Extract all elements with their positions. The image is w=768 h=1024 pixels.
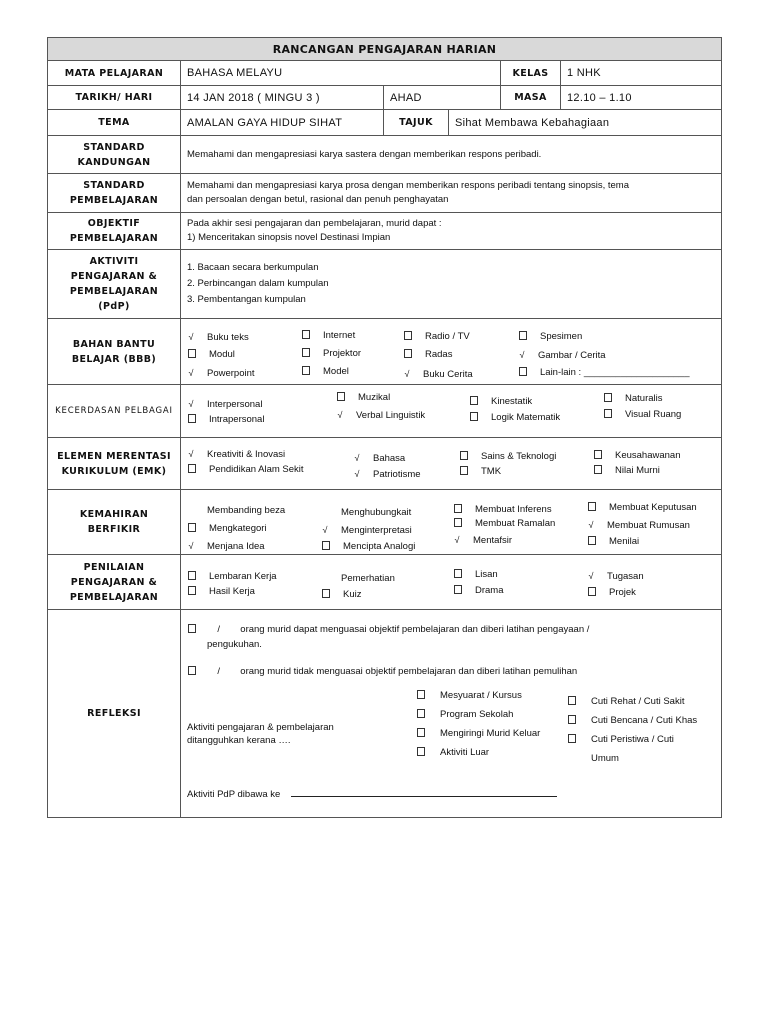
emk-label-1: ELEMEN MERENTASI — [57, 450, 171, 462]
option-label: Kuiz — [343, 589, 362, 600]
emk-option[interactable] — [353, 452, 405, 465]
berfikir-option[interactable] — [453, 504, 552, 516]
option-label: Tugasan — [607, 571, 644, 582]
checkbox-icon — [460, 451, 468, 460]
objektif-label-1: OBJEKTIF — [87, 218, 141, 229]
checkbox-icon — [460, 466, 468, 475]
checkbox-icon — [454, 585, 462, 594]
option-label: Muzikal — [358, 392, 391, 403]
reason-label: Program Sekolah — [440, 709, 514, 720]
option-label: Naturalis — [625, 393, 663, 404]
aktiviti-label-1: AKTIVITI — [89, 256, 139, 267]
berfikir-option[interactable] — [321, 524, 412, 537]
aktiviti-item: 2. Perbincangan dalam kumpulan — [187, 278, 329, 289]
standard-pembelajaran-label-1: STANDARD — [83, 180, 145, 191]
aktiviti-item: 1. Bacaan secara berkumpulan — [187, 262, 319, 273]
option-label: Internet — [323, 330, 356, 341]
option-label: Lembaran Kerja — [209, 571, 277, 582]
check-mark-icon: √ — [404, 369, 410, 379]
refleksi-label: REFLEKSI — [48, 610, 181, 818]
option-label: TMK — [481, 466, 502, 477]
check-mark-icon: √ — [588, 571, 594, 581]
reason-option[interactable] — [567, 696, 684, 708]
option-label: Kreativiti & Inovasi — [207, 449, 286, 460]
checkbox-icon — [594, 465, 602, 474]
checkbox-icon — [519, 331, 527, 340]
tarikh-value[interactable]: 14 JAN 2018 ( MINGU 3 ) — [181, 86, 384, 110]
check-mark-icon: √ — [188, 541, 194, 551]
objektif-line-2: 1) Menceritakan sinopsis novel Destinasi Impian — [187, 232, 391, 243]
emk-option[interactable] — [593, 465, 660, 477]
dibawa-line[interactable] — [187, 789, 557, 801]
penilaian-label — [48, 555, 181, 610]
refleksi-dapat-text: orang murid dapat menguasai objektif pembelajaran dan diberi latihan pengayaan / — [240, 624, 590, 635]
checkbox-icon — [588, 587, 596, 596]
kecerdasan-label: KECERDASAN PELBAGAI — [48, 385, 181, 438]
check-mark-icon: √ — [519, 350, 525, 360]
refleksi-tidak-text: orang murid tidak menguasai objektif pembelajaran dan diberi latihan pemulihan — [240, 666, 578, 677]
option-label: Projektor — [323, 348, 362, 359]
penilaian-option[interactable] — [321, 573, 395, 585]
check-mark-icon: √ — [188, 368, 194, 378]
kecerdasan-option[interactable] — [336, 409, 425, 422]
check-mark-icon: √ — [188, 449, 194, 459]
penilaian-option[interactable] — [453, 585, 504, 597]
bbb-option[interactable] — [301, 330, 355, 342]
tangguh-line-2: ditangguhkan kerana …. — [187, 735, 291, 746]
option-label: Menilai — [609, 536, 640, 547]
aktiviti-label-3: PEMBELAJARAN — [69, 286, 159, 297]
objektif-label — [48, 213, 181, 250]
option-label: Mencipta Analogi — [343, 541, 416, 552]
rph-table — [47, 37, 722, 818]
option-label: Membuat Keputusan — [609, 502, 697, 513]
standard-kandungan-text[interactable]: Memahami dan mengapresiasi karya sastera dengan memberikan respons peribadi. — [181, 136, 722, 174]
objektif-line-1: Pada akhir sesi pengajaran dan pembelajaran, murid dapat : — [187, 218, 442, 229]
option-label: Radas — [425, 349, 453, 360]
berfikir-option[interactable] — [321, 507, 411, 519]
bbb-option[interactable] — [301, 366, 349, 378]
option-label: Menghubungkait — [341, 507, 412, 518]
check-mark-icon: √ — [354, 469, 360, 479]
bbb-option[interactable] — [403, 331, 470, 343]
bbb-option[interactable] — [187, 331, 249, 344]
reason-label: Cuti Rehat / Cuti Sakit — [591, 696, 685, 707]
emk-label-2: KURIKULUM (EMK) — [61, 465, 167, 477]
reason-label: Mesyuarat / Kursus — [440, 690, 522, 701]
checkbox-icon — [188, 349, 196, 358]
checkbox-icon — [470, 396, 478, 405]
checkbox-icon — [188, 624, 196, 633]
reason-option[interactable] — [567, 715, 697, 727]
standard-kandungan-label-2: KANDUNGAN — [77, 156, 151, 168]
check-mark-icon: √ — [188, 399, 194, 409]
option-label: Membuat Inferens — [475, 504, 552, 515]
checkbox-icon — [322, 541, 330, 550]
berfikir-option[interactable] — [321, 541, 415, 553]
berfikir-options — [181, 490, 722, 555]
option-label: Spesimen — [540, 331, 583, 342]
option-label: Keusahawanan — [615, 450, 681, 461]
bbb-option[interactable] — [403, 349, 452, 361]
reason-label: Cuti Bencana / Cuti Khas — [591, 715, 698, 726]
reason-option[interactable] — [416, 728, 540, 740]
checkbox-icon — [188, 523, 196, 532]
standard-pembelajaran-line-2: dan persoalan dengan betul, rasional dan penuh penghayatan — [187, 194, 449, 205]
standard-kandungan-label — [48, 136, 181, 174]
option-label: Lain-lain : ____________________ — [540, 367, 690, 378]
option-label: Projek — [609, 587, 636, 598]
penilaian-option[interactable] — [187, 571, 277, 583]
checkbox-icon — [594, 450, 602, 459]
checkbox-icon — [337, 392, 345, 401]
berfikir-option[interactable] — [187, 505, 285, 517]
penilaian-option[interactable] — [321, 589, 361, 601]
emk-option[interactable] — [459, 451, 556, 463]
checkbox-icon — [188, 571, 196, 580]
aktiviti-label-4: (PdP) — [98, 301, 130, 312]
option-label: Model — [323, 366, 349, 377]
emk-option[interactable] — [459, 466, 501, 478]
refleksi-dapat-line[interactable] — [187, 624, 589, 636]
emk-option[interactable] — [353, 468, 421, 481]
checkbox-icon — [568, 715, 576, 724]
check-mark-icon: √ — [454, 535, 460, 545]
penilaian-options — [181, 555, 722, 610]
checkbox-icon — [404, 331, 412, 340]
check-mark-icon: √ — [337, 410, 343, 420]
emk-option[interactable] — [593, 450, 681, 462]
aktiviti-label-2: PENGAJARAN & — [70, 271, 158, 282]
emk-options — [181, 438, 722, 490]
checkbox-icon — [322, 589, 330, 598]
kecerdasan-option[interactable] — [187, 398, 262, 411]
option-label: Logik Matematik — [491, 412, 561, 423]
bbb-option[interactable] — [518, 367, 690, 379]
penilaian-option[interactable] — [187, 586, 255, 598]
checkbox-icon — [588, 502, 596, 511]
checkbox-icon — [417, 690, 425, 699]
bbb-options — [181, 319, 722, 385]
option-label: Buku Cerita — [423, 369, 473, 380]
checkbox-icon — [454, 504, 462, 513]
checkbox-icon — [188, 586, 196, 595]
checkbox-icon — [188, 666, 196, 675]
berfikir-option[interactable] — [587, 502, 697, 514]
berfikir-option[interactable] — [587, 536, 639, 548]
berfikir-option[interactable] — [187, 540, 265, 553]
kecerdasan-options — [181, 385, 722, 438]
option-label: Mentafsir — [473, 535, 513, 546]
option-label: Drama — [475, 585, 504, 596]
checkbox-icon — [417, 747, 425, 756]
bbb-option[interactable] — [301, 348, 361, 360]
berfikir-option[interactable] — [187, 523, 267, 535]
aktiviti-label — [48, 250, 181, 319]
checkbox-icon — [302, 348, 310, 357]
mata-pelajaran-label: MATA PELAJARAN — [48, 61, 181, 86]
berfikir-option[interactable] — [453, 534, 512, 547]
checkbox-icon — [302, 366, 310, 375]
check-mark-icon: √ — [322, 525, 328, 535]
standard-kandungan-label-1: STANDARD — [83, 141, 145, 153]
berfikir-option[interactable] — [453, 518, 555, 530]
standard-pembelajaran-label-2: PEMBELAJARAN — [69, 195, 159, 206]
emk-label — [48, 438, 181, 490]
bbb-label — [48, 319, 181, 385]
standard-pembelajaran-text[interactable] — [181, 174, 722, 213]
dibawa-blank[interactable] — [291, 796, 557, 797]
dibawa-text: Aktiviti PdP dibawa ke — [187, 789, 281, 800]
checkbox-icon — [568, 696, 576, 705]
option-label: Gambar / Cerita — [538, 350, 606, 361]
check-mark-icon: √ — [588, 520, 594, 530]
aktiviti-item: 3. Pembentangan kumpulan — [187, 294, 306, 305]
kecerdasan-option[interactable] — [603, 409, 681, 421]
objektif-text[interactable] — [181, 213, 722, 250]
penilaian-label-3: PEMBELAJARAN — [69, 591, 159, 603]
aktiviti-list[interactable] — [181, 250, 722, 319]
option-label: Buku teks — [207, 332, 249, 343]
berfikir-option[interactable] — [587, 519, 690, 532]
option-label: Visual Ruang — [625, 409, 682, 420]
rph-form — [47, 37, 721, 818]
mata-pelajaran-value[interactable]: BAHASA MELAYU — [181, 61, 501, 86]
reason-label: Aktiviti Luar — [440, 747, 490, 758]
check-mark-icon: √ — [188, 332, 194, 342]
penilaian-option[interactable] — [587, 587, 636, 599]
checkbox-icon — [302, 330, 310, 339]
refleksi-tidak-line[interactable] — [187, 666, 577, 678]
penilaian-option[interactable] — [453, 569, 498, 581]
masa-label: MASA — [501, 86, 561, 110]
reason-continuation: Umum — [591, 753, 619, 764]
emk-option[interactable] — [187, 464, 304, 476]
option-label: Nilai Murni — [615, 465, 660, 476]
option-label: Pemerhatian — [341, 573, 395, 584]
kelas-value[interactable]: 1 NHK — [561, 61, 722, 86]
kecerdasan-option[interactable] — [469, 396, 532, 408]
penilaian-label-1: PENILAIAN — [83, 561, 145, 573]
checkbox-icon — [417, 728, 425, 737]
tema-label: TEMA — [48, 110, 181, 136]
option-label: Menginterpretasi — [341, 525, 412, 536]
reason-label: Cuti Peristiwa / Cuti — [591, 734, 674, 745]
bbb-option[interactable] — [403, 368, 473, 381]
tema-value[interactable]: AMALAN GAYA HIDUP SIHAT — [181, 110, 384, 136]
option-label: Modul — [209, 349, 235, 360]
form-title: RANCANGAN PENGAJARAN HARIAN — [48, 38, 722, 61]
reason-option[interactable] — [416, 690, 522, 702]
checkbox-icon — [588, 536, 596, 545]
option-label: Mengkategori — [209, 523, 267, 534]
checkbox-icon — [519, 367, 527, 376]
tangguh-line-1: Aktiviti pengajaran & pembelajaran — [187, 722, 334, 733]
option-label: Membuat Ramalan — [475, 518, 556, 529]
reason-option[interactable] — [416, 709, 513, 721]
checkbox-icon — [604, 409, 612, 418]
option-label: Kinestatik — [491, 396, 533, 407]
standard-pembelajaran-line-1: Memahami dan mengapresiasi karya prosa dengan memberikan respons peribadi tentang sinopsis, tema — [187, 180, 629, 191]
option-label: Powerpoint — [207, 368, 255, 379]
kecerdasan-option[interactable] — [603, 393, 663, 405]
penilaian-option[interactable] — [587, 570, 644, 583]
reason-option[interactable] — [567, 734, 674, 746]
refleksi-slash: / — [217, 624, 220, 635]
option-label: Membuat Rumusan — [607, 520, 690, 531]
checkbox-icon — [454, 569, 462, 578]
kecerdasan-option[interactable] — [469, 412, 560, 424]
option-label: Radio / TV — [425, 331, 470, 342]
refleksi-slash: / — [217, 666, 220, 677]
checkbox-icon — [568, 734, 576, 743]
reason-label: Mengiringi Murid Keluar — [440, 728, 541, 739]
option-label: Hasil Kerja — [209, 586, 255, 597]
bbb-option[interactable] — [518, 349, 606, 362]
kecerdasan-option[interactable] — [336, 392, 390, 404]
check-mark-icon: √ — [354, 453, 360, 463]
reason-option[interactable] — [416, 747, 489, 759]
berfikir-label: KEMAHIRAN BERFIKIR — [48, 490, 181, 555]
option-label: Menjana Idea — [207, 541, 265, 552]
masa-value[interactable]: 12.10 – 1.10 — [561, 86, 722, 110]
standard-pembelajaran-label — [48, 174, 181, 213]
tajuk-label: TAJUK — [384, 110, 449, 136]
option-label: Pendidikan Alam Sekit — [209, 464, 304, 475]
bbb-option[interactable] — [187, 349, 235, 361]
objektif-label-2: PEMBELAJARAN — [69, 233, 159, 244]
option-label: Verbal Linguistik — [356, 410, 426, 421]
checkbox-icon — [604, 393, 612, 402]
kelas-label: KELAS — [501, 61, 561, 86]
option-label: Lisan — [475, 569, 498, 580]
tajuk-value[interactable]: Sihat Membawa Kebahagiaan — [449, 110, 722, 136]
bbb-option[interactable] — [518, 331, 582, 343]
checkbox-icon — [404, 349, 412, 358]
option-label: Interpersonal — [207, 399, 263, 410]
option-label: Patriotisme — [373, 469, 421, 480]
penilaian-label-2: PENGAJARAN & — [70, 576, 158, 588]
option-label: Intrapersonal — [209, 414, 265, 425]
checkbox-icon — [188, 414, 196, 423]
bbb-label-1: BAHAN BANTU — [72, 338, 156, 350]
tarikh-label: TARIKH/ HARI — [48, 86, 181, 110]
checkbox-icon — [470, 412, 478, 421]
kecerdasan-option[interactable] — [187, 414, 264, 426]
refleksi-dapat-text-2: pengukuhan. — [207, 639, 262, 650]
option-label: Sains & Teknologi — [481, 451, 557, 462]
checkbox-icon — [417, 709, 425, 718]
refleksi-section — [181, 610, 722, 818]
checkbox-icon — [454, 518, 462, 527]
emk-option[interactable] — [187, 448, 285, 461]
hari-value[interactable]: AHAD — [384, 86, 501, 110]
bbb-option[interactable] — [187, 367, 255, 380]
bbb-label-2: BELAJAR (BBB) — [71, 353, 157, 365]
option-label: Bahasa — [373, 453, 406, 464]
checkbox-icon — [188, 464, 196, 473]
option-label: Membanding beza — [207, 505, 286, 516]
